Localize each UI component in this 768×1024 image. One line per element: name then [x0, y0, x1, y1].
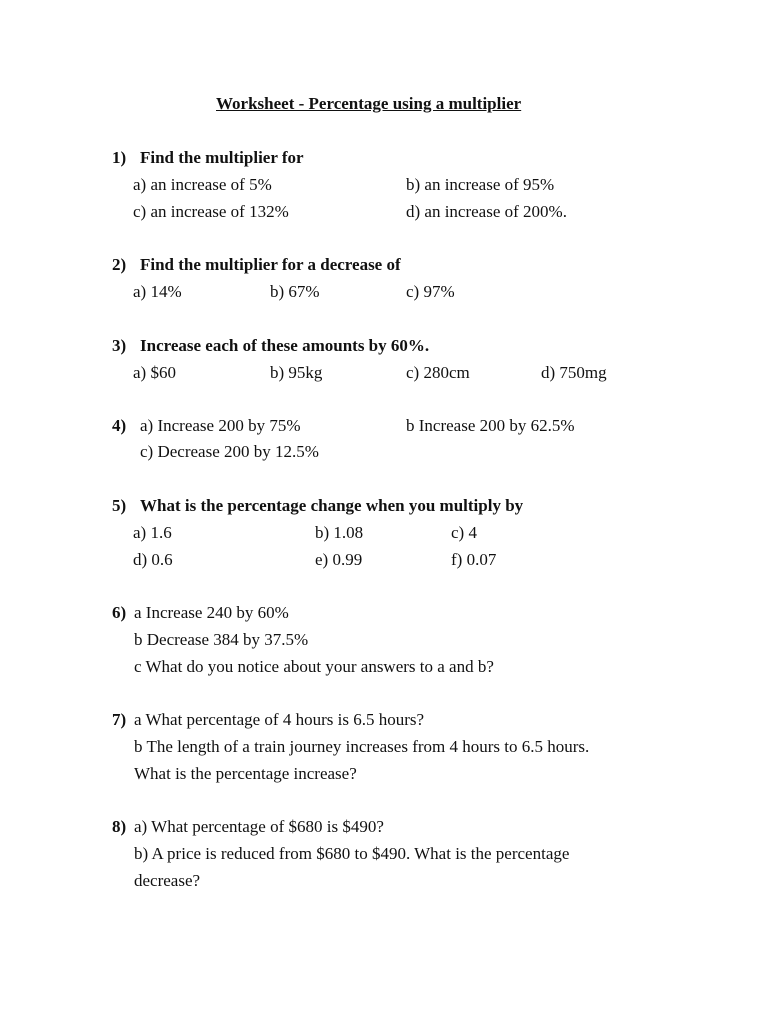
question-part: b Increase 200 by 62.5% [406, 416, 575, 435]
question-number: 1) [112, 148, 127, 167]
question-part: a) 1.6 [133, 523, 172, 542]
question-part: a) What percentage of $680 is $490? [134, 817, 384, 836]
question-part: b) an increase of 95% [406, 175, 555, 194]
question-part: c) Decrease 200 by 12.5% [140, 442, 319, 461]
question-part: c What do you notice about your answers to a and b? [134, 657, 494, 676]
question-part: b) 1.08 [315, 523, 364, 542]
question-part: b) 95kg [270, 363, 323, 382]
question-part: a) Increase 200 by 75% [140, 416, 301, 435]
question-part: b) A price is reduced from $680 to $490. What is the percentage [134, 844, 570, 863]
question-part: a) $60 [133, 363, 176, 382]
question-text: Increase each of these amounts by 60%. [140, 336, 430, 355]
question-number: 5) [112, 496, 127, 515]
question-text: Find the multiplier for [140, 148, 304, 167]
question-part: d) 750mg [541, 363, 607, 382]
question-part: b The length of a train journey increases from 4 hours to 6.5 hours. [134, 737, 590, 756]
question-number: 8) [112, 817, 127, 836]
question-part: b) 67% [270, 282, 320, 301]
question-text: What is the percentage change when you multiply by [140, 496, 524, 515]
question-part-continued: decrease? [134, 871, 201, 890]
question-number: 7) [112, 710, 127, 729]
question-text: Find the multiplier for a decrease of [140, 255, 401, 274]
question-part: c) 97% [406, 282, 455, 301]
worksheet-title: Worksheet - Percentage using a multiplier [216, 94, 522, 113]
question-part-continued: What is the percentage increase? [134, 764, 357, 783]
question-part: f) 0.07 [451, 550, 497, 569]
question-part: a Increase 240 by 60% [134, 603, 289, 622]
question-part: a) 14% [133, 282, 182, 301]
question-number: 4) [112, 416, 127, 435]
question-number: 6) [112, 603, 127, 622]
question-part: d) an increase of 200%. [406, 202, 567, 221]
question-part: c) 280cm [406, 363, 470, 382]
question-part: a) an increase of 5% [133, 175, 272, 194]
question-part: e) 0.99 [315, 550, 363, 569]
question-number: 3) [112, 336, 127, 355]
question-part: c) an increase of 132% [133, 202, 289, 221]
question-part: d) 0.6 [133, 550, 173, 569]
question-part: b Decrease 384 by 37.5% [134, 630, 309, 649]
question-part: a What percentage of 4 hours is 6.5 hours? [134, 710, 425, 729]
question-number: 2) [112, 255, 127, 274]
question-part: c) 4 [451, 523, 477, 542]
